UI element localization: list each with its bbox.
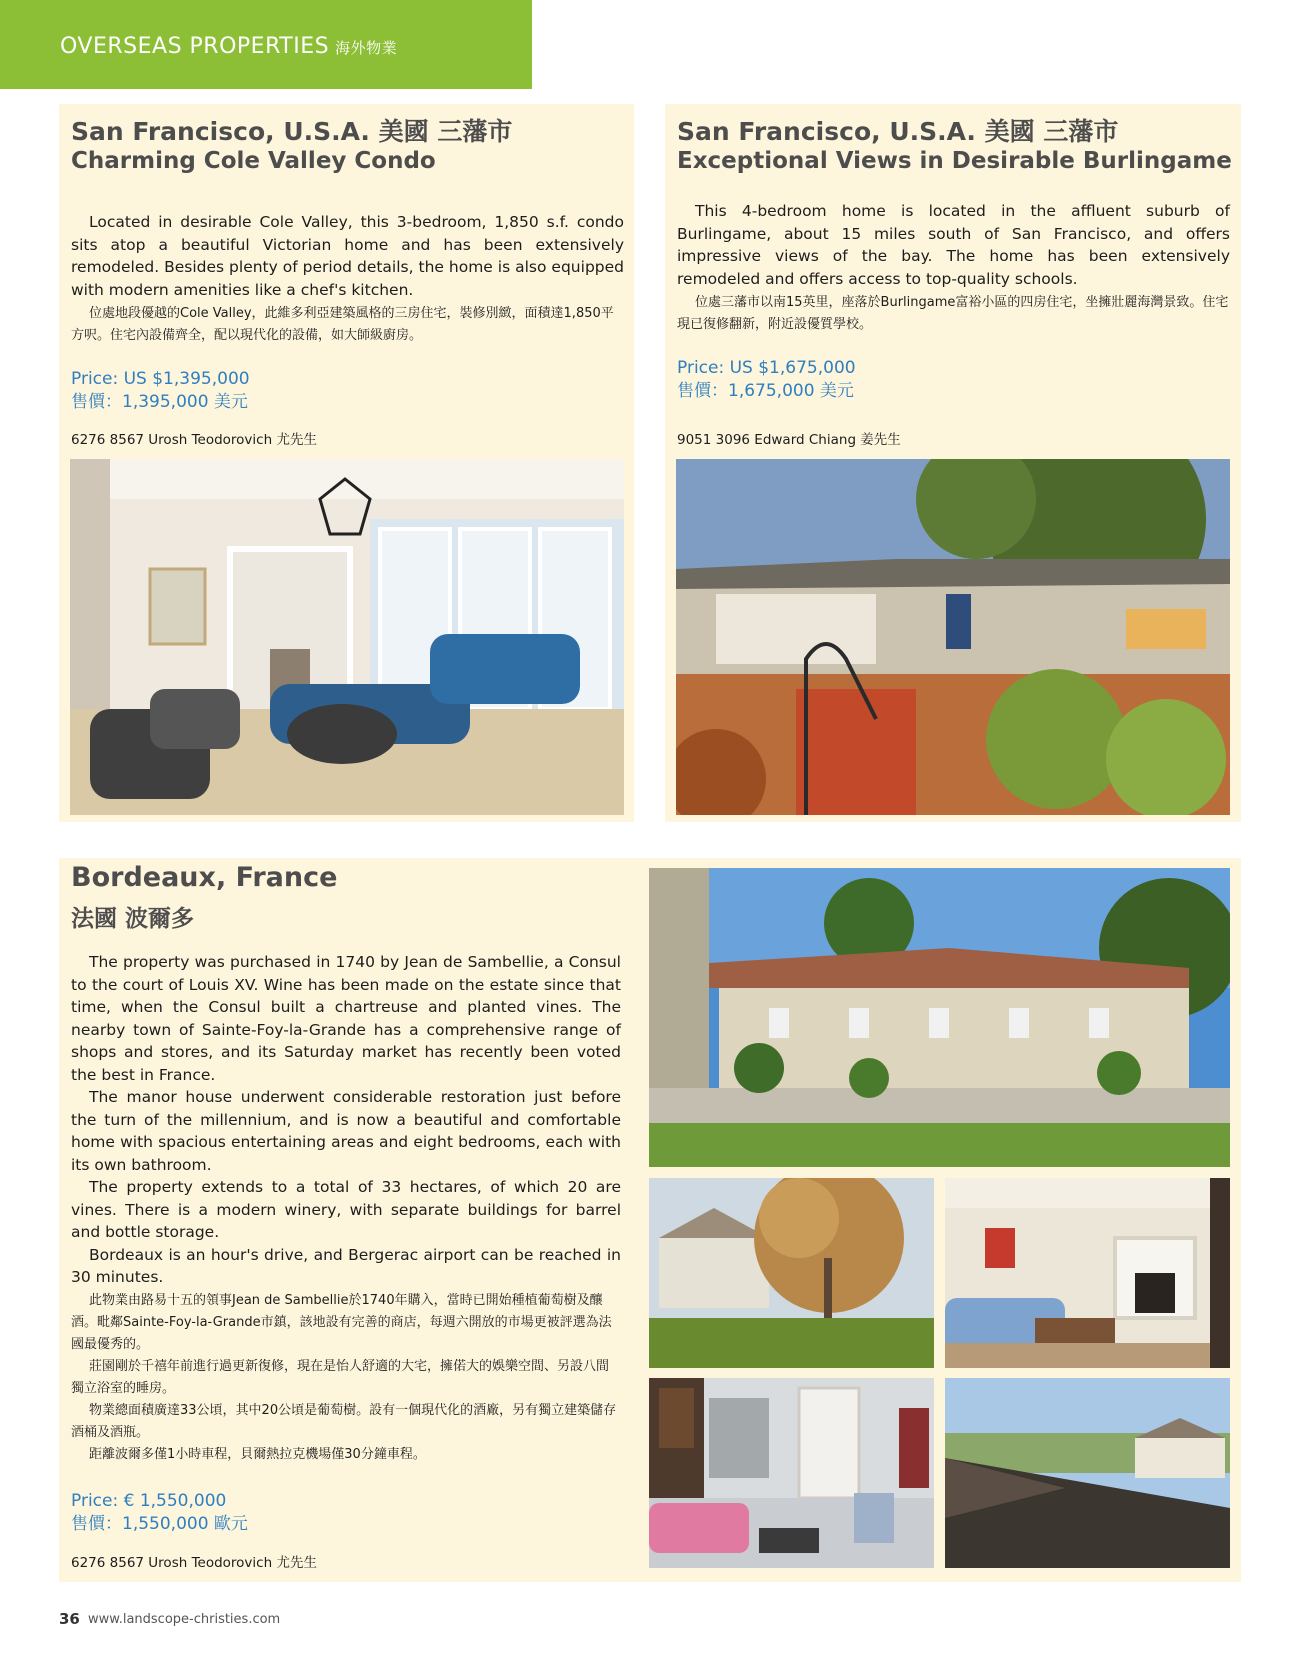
listing-description-en <box>71 211 624 301</box>
countryside-view-photo <box>945 1378 1230 1568</box>
description-paragraph-zh: 物業總面積廣達33公頃，其中20公頃是葡萄樹。設有一個現代化的酒廠，另有獨立建築儲存酒桶及酒瓶。 <box>71 1403 617 1440</box>
listing-description-en <box>71 951 621 1289</box>
description-paragraph-zh: 此物業由路易十五的領事Jean de Sambellie於1740年購入，當時已開始種植葡萄樹及釀酒。毗鄰Sainte-Foy-la-Grande市鎮，該地設有完善的商店，每週六開放的市場更被評選為法國最優秀的。 <box>71 1293 612 1352</box>
description-paragraph-zh: 位處三藩市以南15英里，座落於Burlingame富裕小區的四房住宅，坐擁壯麗海灣景致。住宅現已復修翻新，附近設優質學校。 <box>677 295 1229 332</box>
chateau-facade-photo <box>649 868 1230 1167</box>
price-zh: 售價：1,395,000 美元 <box>71 392 248 412</box>
page-number: 36 <box>59 1610 80 1628</box>
sitting-room-photo <box>945 1178 1230 1368</box>
description-paragraph-zh: 莊園剛於千禧年前進行過更新復修，現在是怡人舒適的大宅，擁偌大的娛樂空間、另設八間獨立浴室的睡房。 <box>71 1359 610 1396</box>
listing-price <box>71 368 250 414</box>
price-zh: 售價：1,550,000 歐元 <box>71 1514 248 1534</box>
description-paragraph-zh: 位處地段優越的Cole Valley，此維多利亞建築風格的三房住宅，裝修別緻，面積達1,850平方呎。住宅內設備齊全，配以現代化的設備，如大師級廚房。 <box>71 306 614 343</box>
section-title-zh: 海外物業 <box>335 39 398 57</box>
price-zh: 售價：1,675,000 美元 <box>677 381 854 401</box>
price-en: Price: US $1,395,000 <box>71 369 250 389</box>
price-en: Price: € 1,550,000 <box>71 1491 227 1511</box>
listing-contact: 6276 8567 Urosh Teodorovich 尤先生 <box>71 1555 317 1571</box>
house-exterior-photo <box>676 459 1230 815</box>
footer-url[interactable]: www.landscope-christies.com <box>88 1612 281 1627</box>
listing-location: San Francisco, U.S.A. 美國 三藩市 <box>677 117 1119 146</box>
description-paragraph: The property extends to a total of 33 hectares, of which 20 are vines. There is a modern winery, with separate buildings for barrel and bottle storage. <box>71 1178 621 1241</box>
salon-photo <box>649 1378 934 1568</box>
listing-location: Bordeaux, France <box>71 862 338 893</box>
listing-contact: 6276 8567 Urosh Teodorovich 尤先生 <box>71 432 317 448</box>
listing-description-zh <box>677 292 1230 336</box>
living-room-photo <box>70 459 624 815</box>
listing-subtitle: Exceptional Views in Desirable Burlingame <box>677 148 1232 174</box>
listing-contact: 9051 3096 Edward Chiang 姜先生 <box>677 432 901 448</box>
listing-price <box>71 1490 248 1536</box>
description-paragraph-zh: 距離波爾多僅1小時車程，貝爾熱拉克機場僅30分鐘車程。 <box>89 1447 426 1462</box>
listing-description-zh <box>71 303 624 347</box>
listing-description-zh <box>71 1290 621 1466</box>
section-title-en: OVERSEAS PROPERTIES <box>60 34 330 59</box>
description-paragraph: The property was purchased in 1740 by Jean de Sambellie, a Consul to the court of Louis XV. Wine has been made on the estate since that time, when the Consul built a chartreuse and planted vines. The nearby town of Sainte-Foy-la-Grande has a comprehensive range of shops and stores, and its Saturday market has recently been voted the best in France. <box>71 953 621 1084</box>
garden-tree-photo <box>649 1178 934 1368</box>
description-paragraph: The manor house underwent considerable restoration just before the turn of the millennium, and is now a beautiful and comfortable home with spacious entertaining areas and eight bedrooms, each with its own bathroom. <box>71 1088 621 1174</box>
listing-subtitle: 法國 波爾多 <box>71 906 195 932</box>
listing-subtitle: Charming Cole Valley Condo <box>71 148 436 174</box>
description-paragraph: Located in desirable Cole Valley, this 3-bedroom, 1,850 s.f. condo sits atop a beautiful Victorian home and has been extensively remodeled. Besides plenty of period details, the home is also equipped with modern amenities like a chef's kitchen. <box>71 213 624 299</box>
section-title <box>60 34 397 59</box>
price-en: Price: US $1,675,000 <box>677 358 856 378</box>
listing-description-en <box>677 200 1230 290</box>
listing-price <box>677 357 856 403</box>
description-paragraph: This 4-bedroom home is located in the affluent suburb of Burlingame, about 15 miles south of San Francisco, and offers impressive views of the bay. The home has been extensively remodeled and offers access to top-quality schools. <box>677 202 1230 288</box>
description-paragraph: Bordeaux is an hour's drive, and Bergerac airport can be reached in 30 minutes. <box>71 1245 621 1286</box>
listing-location: San Francisco, U.S.A. 美國 三藩市 <box>71 117 513 146</box>
